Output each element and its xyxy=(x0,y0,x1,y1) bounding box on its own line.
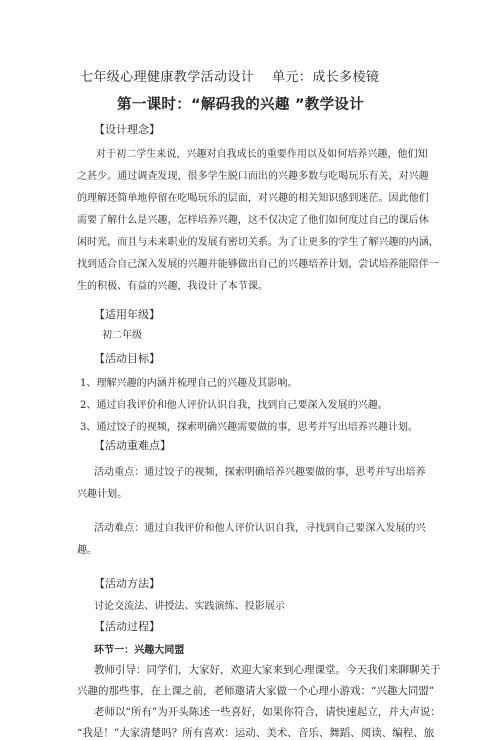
grade-value: 初二年级 xyxy=(102,330,143,341)
key-points-heading: 【活动重难点】 xyxy=(94,439,171,452)
design-concept-line: 对于初二学生来说，兴趣对自我成长的重要作用以及如何培养兴趣，他们知 xyxy=(96,149,428,160)
methods-value: 讨论交流法、讲授法、实践演练、投影展示 xyxy=(94,601,285,612)
objective-item: 3、通过饺子的视频，探索明确兴趣需要做的事，思考并写出培养兴趣计划。 xyxy=(80,422,419,433)
key-difficulty-line: 活动难点：通过自我评价和他人评价认识自我，寻找到自己要深入发展的兴 xyxy=(94,523,426,534)
design-concept-heading: 【设计理念】 xyxy=(94,123,160,136)
document-title: 第一课时：“解码我的兴趣 ”教学设计 xyxy=(117,97,365,113)
key-focus-line: 活动重点：通过饺子的视频，探索明确培养兴趣要做的事，思考并写出培养 xyxy=(94,467,426,478)
grade-heading: 【适用年级】 xyxy=(94,308,160,321)
document-header: 七年级心理健康教学活动设计 单元：成长多棱镜 xyxy=(80,70,380,85)
step1-line: 教师引导：同学们，大家好，欢迎大家来到心理课堂。今天我们来聊聊关于 xyxy=(94,664,441,676)
objective-item: 2、通过自我评价和他人评价认识自我，找到自己要深入发展的兴趣。 xyxy=(80,400,388,411)
process-heading: 【活动过程】 xyxy=(94,620,160,633)
design-concept-line: 之甚少。通过调查发现，很多学生脱口而出的兴趣多数与吃喝玩乐有关，对兴趣 xyxy=(77,171,429,182)
objectives-heading: 【活动目标】 xyxy=(94,352,160,365)
design-concept-line: 找到适合自己深入发展的兴趣并能够做出自己的兴趣培养计划，尝试培养能陪伴一 xyxy=(77,259,439,270)
design-concept-line: 的理解还简单地停留在吃喝玩乐的层面，对兴趣的相关知识感到迷茫。因此他们 xyxy=(77,193,429,204)
key-focus-line: 兴趣计划。 xyxy=(77,489,128,500)
design-concept-line: 需要了解什么是兴趣，怎样培养兴趣，这不仅决定了他们如何度过自己的课后休 xyxy=(77,215,429,226)
design-concept-line: 生的积极、有益的兴趣，我设计了本节课。 xyxy=(77,281,268,292)
step1-line: 老师以“所有”为开头陈述一些喜好，如果你符合，请快速起立，并大声说： xyxy=(94,706,441,718)
design-concept-line: 闲时光，而且与未来职业的发展有密切关系。为了让更多的学生了解兴趣的内涵， xyxy=(77,237,439,248)
step1-line: 兴趣的那些事，在上课之前，老师邀请大家做一个心理小游戏：“兴趣大同盟” xyxy=(77,685,435,697)
objective-item: 1、理解兴趣的内涵并梳理自己的兴趣及其影响。 xyxy=(80,378,298,389)
methods-heading: 【活动方法】 xyxy=(94,577,160,590)
key-difficulty-line: 趣。 xyxy=(77,545,98,556)
step1-title: 环节一：兴趣大同盟 xyxy=(94,645,185,656)
step1-line: “我是！”大家清楚吗？所有喜欢：运动、美术、音乐、舞蹈、阅读、编程、旅 xyxy=(77,727,435,739)
